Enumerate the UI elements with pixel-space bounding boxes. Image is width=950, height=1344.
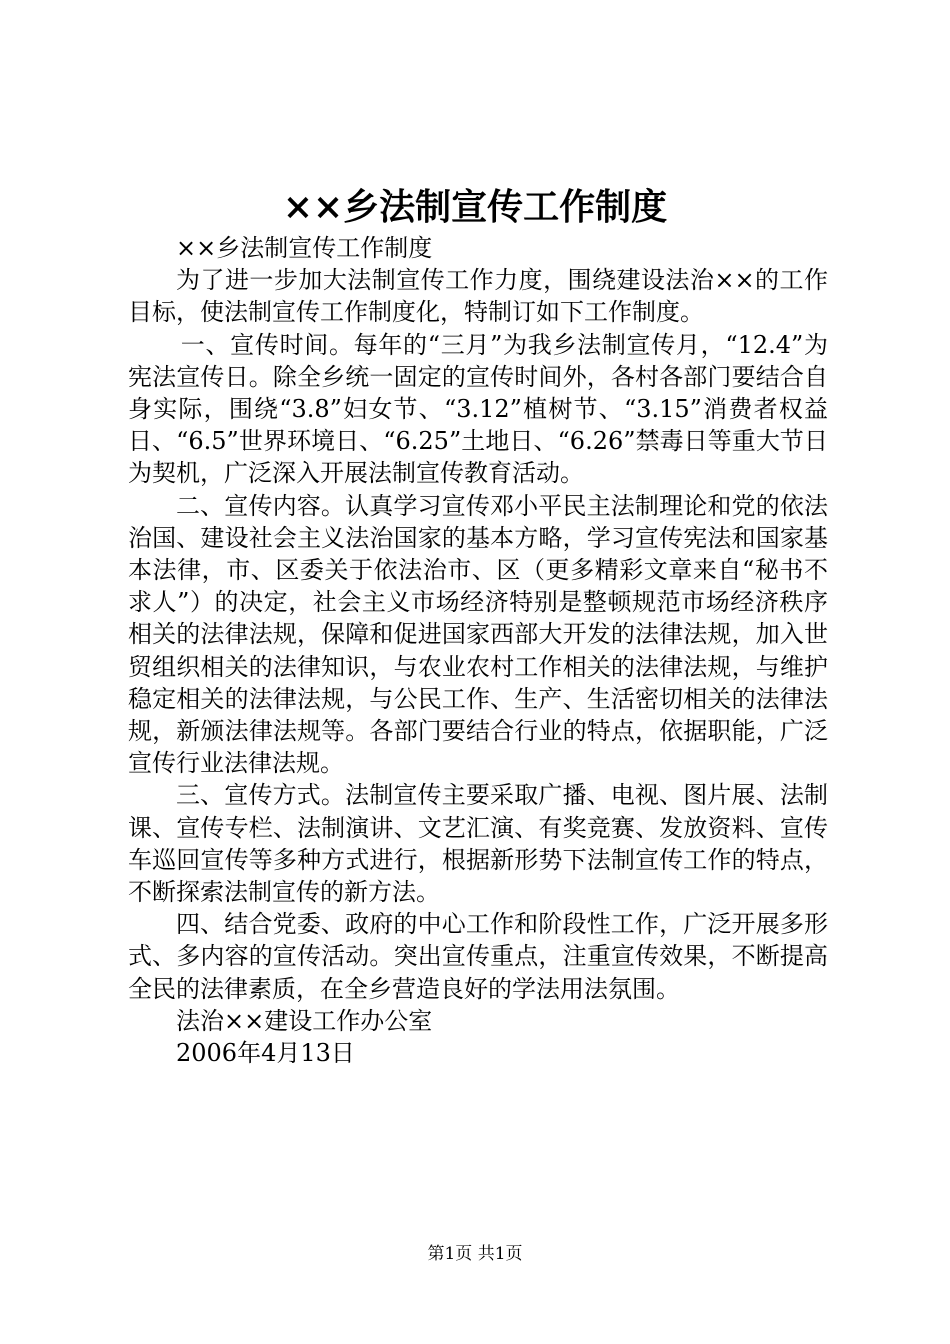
body-paragraph-heading: ××乡法制宣传工作制度: [176, 234, 433, 262]
body-paragraph-section-3: 三、宣传方式。法制宣传主要采取广播、电视、图片展、法制课、宣传专栏、法制演讲、文艺汇演、有奖竞赛、发放资料、宣传车巡回宣传等多种方式进行，根据新形势下法制宣传工作的特点，不断探索法制宣传的新方法。: [128, 781, 828, 907]
document-title: ××乡法制宣传工作制度: [282, 186, 668, 228]
body-paragraph-section-4: 四、结合党委、政府的中心工作和阶段性工作，广泛开展多形式、多内容的宣传活动。突出宣传重点，注重宣传效果，不断提高全民的法律素质，在全乡营造良好的学法用法氛围。: [128, 910, 828, 1003]
signature-office: 法治××建设工作办公室: [176, 1006, 433, 1035]
signature-date: 2006年4月13日: [176, 1039, 355, 1068]
body-paragraph-intro: 为了进一步加大法制宣传工作力度，围绕建设法治××的工作目标，使法制宣传工作制度化，特制订如下工作制度。: [128, 266, 828, 327]
page-footer: 第1页 共1页: [427, 1244, 523, 1264]
body-paragraph-section-1: 一、宣传时间。每年的“三月”为我乡法制宣传月，“12.4”为宪法宣传日。除全乡统一固定的宣传时间外，各村各部门要结合自身实际，围绕“3.8”妇女节、“3.12”植树节、“3.15”消费者权益日、“6.5”世界环境日、“6.25”土地日、“6.26”禁毒日等重大节日为契机，广泛深入开展法制宣传教育活动。: [128, 330, 828, 488]
document-body: [128, 232, 828, 1069]
body-paragraph-section-2: 二、宣传内容。认真学习宣传邓小平民主法制理论和党的依法治国、建设社会主义法治国家的基本方略，学习宣传宪法和国家基本法律，市、区委关于依法治市、区（更多精彩文章来自“秘书不求人”）的决定，社会主义市场经济特别是整顿规范市场经济秩序相关的法律法规，保障和促进国家西部大开发的法律法规，加入世贸组织相关的法律知识，与农业农村工作相关的法律法规，与维护稳定相关的法律法规，与公民工作、生产、生活密切相关的法律法规，新颁法律法规等。各部门要结合行业的特点，依据职能，广泛宣传行业法律法规。: [128, 491, 828, 778]
